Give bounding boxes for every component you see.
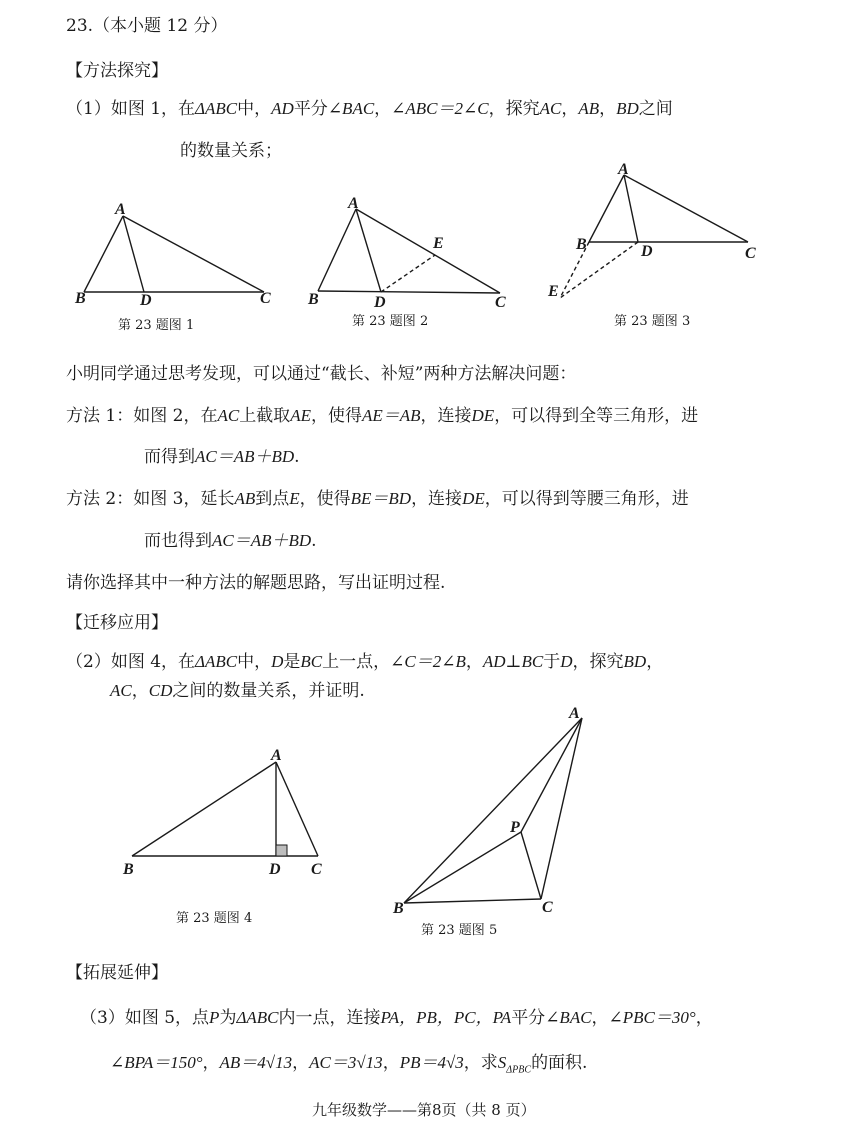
fig1-caption: 第 23 题图 1 [118, 318, 195, 333]
fig4-right-angle-mark [276, 845, 287, 856]
choose-method-text: 请你选择其中一种方法的解题思路，写出证明过程. [66, 573, 446, 593]
question-2-line2: AC，CD之间的数量关系，并证明. [110, 681, 365, 701]
figure-2 [305, 193, 520, 338]
fig1-label-b: B [75, 290, 86, 307]
fig5-side-ac [541, 718, 582, 899]
fig3-segment-ad [624, 175, 638, 242]
fig1-side-ac [123, 216, 264, 292]
fig5-segment-pa [521, 718, 582, 832]
figure-1 [70, 195, 290, 340]
fig3-label-b: B [576, 236, 587, 253]
fig3-side-ac [624, 175, 748, 242]
fig3-segment-de [560, 242, 638, 298]
fig1-label-a: A [115, 201, 126, 218]
problem-number: 23.（本小题 12 分） [66, 16, 228, 36]
fig2-label-e: E [433, 235, 444, 252]
figure-5 [388, 703, 598, 943]
section-application-title: 【迁移应用】 [66, 613, 168, 633]
page-footer: 九年级数学——第8页（共 8 页） [312, 1101, 536, 1119]
fig4-label-c: C [311, 861, 322, 878]
fig3-side-ab [589, 175, 624, 242]
method-1-line2: 而得到AC＝AB＋BD. [144, 447, 300, 467]
fig2-side-bc [318, 291, 500, 293]
fig4-label-a: A [271, 747, 282, 764]
fig5-segment-pc [521, 832, 541, 899]
fig2-label-b: B [308, 291, 319, 308]
figure-4 [115, 742, 345, 932]
fig1-label-c: C [260, 290, 271, 307]
fig2-side-ab [318, 209, 356, 291]
fig4-side-ac [276, 762, 318, 856]
fig4-side-ab [132, 762, 276, 856]
intro-text: 小明同学通过思考发现，可以通过“截长、补短”两种方法解决问题： [66, 364, 577, 384]
fig2-label-d: D [374, 294, 386, 311]
fig3-label-a: A [618, 161, 629, 178]
section-extension-title: 【拓展延伸】 [66, 963, 168, 983]
fig3-label-c: C [745, 245, 756, 262]
fig1-side-ab [84, 216, 123, 292]
fig5-label-c: C [542, 899, 553, 916]
fig5-label-a: A [569, 705, 580, 722]
question-3-line1: （3）如图 5，点P为ΔABC内一点，连接PA，PB，PC，PA平分∠BAC，∠PBC＝30°， [80, 1008, 713, 1028]
fig5-label-p: P [510, 819, 520, 836]
question-3-line2: ∠BPA＝150°，AB＝4√13，AC＝3√13，PB＝4√3，求$S_{\Delta PBC}$的面积. [110, 1053, 588, 1076]
method-2-line2: 而也得到AC＝AB＋BD. [144, 531, 317, 551]
question-2-line1: （2）如图 4，在ΔABC中，D是BC上一点，∠C＝2∠B，AD⊥BC于D，探究BD， [66, 652, 664, 672]
fig2-label-c: C [495, 294, 506, 311]
fig5-side-bc [404, 899, 541, 903]
fig2-segment-de [381, 255, 435, 292]
fig2-caption: 第 23 题图 2 [352, 314, 429, 329]
figure-3 [540, 158, 770, 338]
fig5-label-b: B [393, 900, 404, 917]
fig3-label-d: D [641, 243, 653, 260]
fig4-label-b: B [123, 861, 134, 878]
fig2-label-a: A [348, 195, 359, 212]
fig4-caption: 第 23 题图 4 [176, 911, 253, 926]
section-method-title: 【方法探究】 [66, 61, 168, 81]
fig1-segment-ad [123, 216, 144, 292]
fig4-label-d: D [269, 861, 281, 878]
fig3-label-e: E [548, 283, 559, 300]
method-2-line1: 方法 2：如图 3，延长AB到点E，使得BE＝BD，连接DE，可以得到等腰三角形，进 [66, 489, 689, 509]
question-1-line2: 的数量关系； [180, 141, 282, 161]
fig3-caption: 第 23 题图 3 [614, 314, 691, 329]
fig1-label-d: D [140, 292, 152, 309]
question-1-line1: （1）如图 1，在ΔABC中，AD平分∠BAC，∠ABC＝2∠C，探究AC，AB，BD之间 [66, 99, 673, 119]
fig5-side-ab [404, 718, 582, 903]
fig5-caption: 第 23 题图 5 [421, 923, 498, 938]
method-1-line1: 方法 1：如图 2，在AC上截取AE，使得AE＝AB，连接DE，可以得到全等三角形，进 [66, 406, 699, 426]
